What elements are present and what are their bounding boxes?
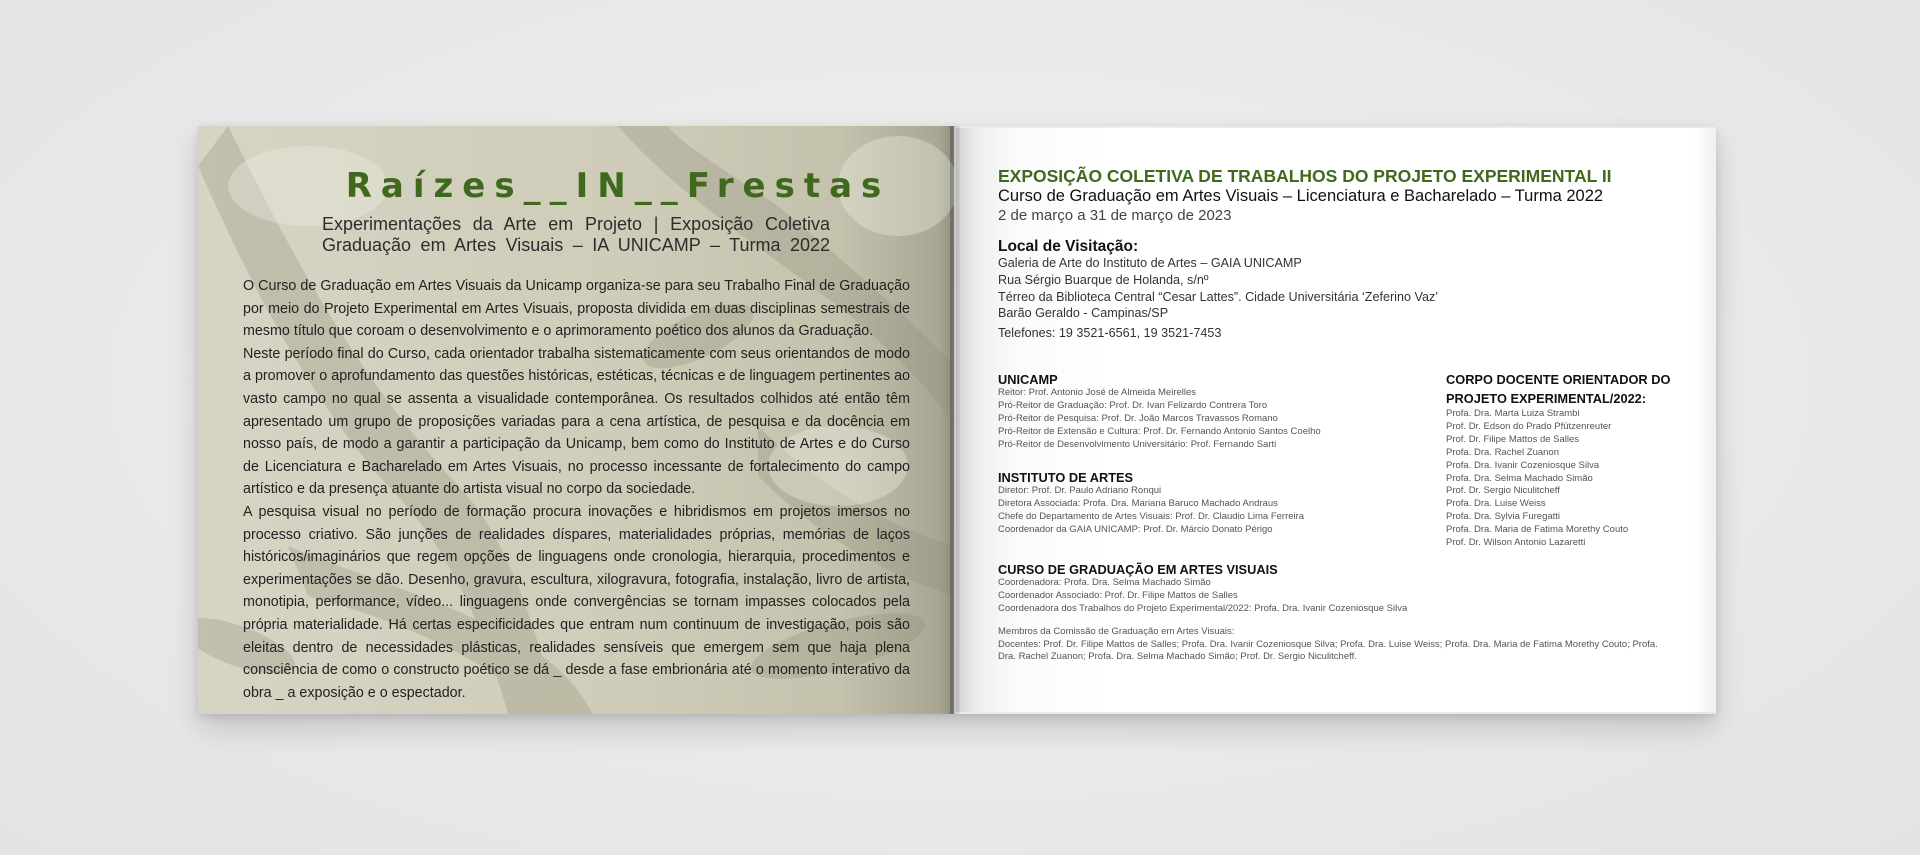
location-address (998, 255, 1438, 342)
teacher-line: Profa. Dra. Maria de Fatima Morethy Couto (1446, 524, 1629, 536)
credit-line: Coordenadora: Profa. Dra. Selma Machado Simão (998, 577, 1211, 588)
credit-line: Coordenadora dos Trabalhos do Projeto Experimental/2022: Profa. Dra. Ivanir Cozeniosque Silva (998, 602, 1408, 614)
credit-line: Pró-Reitor de Pesquisa: Prof. Dr. João Marcos Travassos Romano (998, 412, 1278, 424)
credit-line: Chefe do Departamento de Artes Visuais: Prof. Dr. Claudio Lima Ferreira (998, 510, 1305, 522)
section-lines (998, 387, 1321, 452)
address-line: Galeria de Arte do Instituto de Artes – GAIA UNICAMP (998, 256, 1302, 270)
credit-line: Pró-Reitor de Graduação: Prof. Dr. Ivan Felizardo Contrera Toro (998, 399, 1268, 411)
right-page (956, 128, 1716, 712)
teacher-line: Prof. Dr. Edson do Prado Pfützenreuter (1446, 420, 1612, 432)
address-line: Rua Sérgio Buarque de Holanda, s/nº (998, 272, 1209, 287)
location-heading: Local de Visitação: (998, 238, 1139, 255)
teacher-line: Profa. Dra. Selma Machado Simão (1446, 472, 1593, 484)
comissao-members: Docentes: Prof. Dr. Filipe Mattos de Salles; Profa. Dra. Ivanir Cozeniosque Silva; Profa. Dra. Luise Weiss; Profa. Dra. Maria de Fatima Morethy Couto; Profa. Dra. Rachel Zuanon; Profa. Dra. Selma Machado Simão; Prof. Dr. Sergio Niculitcheff. (998, 638, 1658, 663)
section-heading: INSTITUTO DE ARTES (998, 470, 1134, 485)
subtitle-line: Experimentações da Arte em Projeto | Exposição Coletiva (322, 214, 830, 234)
unicamp-section (998, 372, 1321, 452)
paragraph: A pesquisa visual no período de formação procura inovações e hibridismos em projetos imersos no processo criativo. São junções de realidades díspares, materialidades próprias, memórias de laços históricos/imaginários que regem opções de linguagens onde cronologia, hierarquia, procedimentos e experimentações se dão. Desenho, gravura, escultura, xilogravura, fotografia, instalação, livro de artista, monotipia, performance, vídeo... linguagens onde convergências se tornam impasses colocados pela própria materialidade. Há certas especificidades que entram num continuum de investigação, pois são eleitas dentro de necessidades plásticas, realidades sensíveis que emergem sem que haja plena consciência de como o constructo poético se dá _ desde a fase embrionária até o momento interativo da obra _ a exposição e o espectador. (243, 503, 910, 701)
credit-line: Coordenador Associado: Prof. Dr. Filipe Mattos de Salles (998, 589, 1238, 601)
section-heading: CURSO DE GRADUAÇÃO EM ARTES VISUAIS (998, 562, 1278, 577)
comissao-section (998, 626, 1678, 664)
exhibition-name-title: Raízes__IN__Frestas (345, 166, 891, 206)
section-lines (998, 577, 1407, 616)
subtitle (322, 214, 830, 256)
phone-numbers: Telefones: 19 3521-6561, 19 3521-7453 (998, 326, 1222, 341)
open-brochure (198, 126, 1716, 714)
exhibition-dates: 2 de março a 31 de março de 2023 (998, 207, 1232, 224)
credit-line: Pró-Reitor de Extensão e Cultura: Prof. Dr. Fernando Antonio Santos Coelho (998, 425, 1321, 437)
credit-line: Reitor: Prof. Antonio José de Almeida Meirelles (998, 387, 1197, 398)
instituto-section (998, 470, 1304, 537)
paragraph: Neste período final do Curso, cada orientador trabalha sistematicamente com seus orientandos de modo a promover o aprofundamento das questões históricas, estéticas, técnicas e de linguagem pertinentes ao vasto campo no qual se assenta a visualidade contemporânea. Os resultados colhidos até então têm apresentado um grupo de proposições variadas para a cena artística, de pesquisa e da docência em nosso país, de modo a garantir a participação da Unicamp, bem como do Instituto de Artes e do Curso de Licenciatura e Bacharelado em Artes Visuais, no processo incessante de fortalecimento do campo artístico e da presença atuante do artista visual no corpo da sociedade. (243, 345, 910, 498)
credit-line: Pró-Reitor de Desenvolvimento Universitário: Prof. Fernando Sarti (998, 438, 1277, 450)
teacher-line: Profa. Dra. Rachel Zuanon (1446, 446, 1560, 458)
paragraph: O Curso de Graduação em Artes Visuais da Unicamp organiza-se para seu Trabalho Final de Graduação por meio do Projeto Experimental em Artes Visuais, proposta dividida em duas disciplinas semestrais de mesmo título que coroam o desenvolvimento e o aprimoramento poético dos alunos da Graduação. (243, 278, 910, 340)
subtitle-line: Graduação em Artes Visuais – IA UNICAMP – Turma 2022 (322, 235, 830, 255)
credit-line: Diretora Associada: Profa. Dra. Mariana Baruco Machado Andraus (998, 497, 1278, 509)
presentation-text (243, 275, 910, 704)
corpo-docente-section (1446, 370, 1670, 550)
teacher-line: Profa. Dra. Sylvia Furegatti (1446, 511, 1561, 523)
credit-line: Diretor: Prof. Dr. Paulo Adriano Ronqui (998, 485, 1162, 496)
curso-section (998, 562, 1407, 616)
section-lines (998, 485, 1304, 537)
section-heading: UNICAMP (998, 372, 1058, 387)
section-heading-line: PROJETO EXPERIMENTAL/2022: (1446, 391, 1647, 406)
brochure-spine (950, 126, 960, 714)
course-line: Curso de Graduação em Artes Visuais – Licenciatura e Bacharelado – Turma 2022 (998, 187, 1604, 205)
teacher-line: Prof. Dr. Wilson Antonio Lazaretti (1446, 537, 1586, 549)
teacher-line: Prof. Dr. Filipe Mattos de Salles (1446, 433, 1580, 445)
teacher-line: Prof. Dr. Sergio Niculitcheff (1446, 485, 1560, 497)
section-lines (1446, 408, 1670, 550)
left-page (198, 126, 954, 714)
credit-line: Coordenador da GAIA UNICAMP: Prof. Dr. Márcio Donato Périgo (998, 523, 1273, 535)
exhibition-title: EXPOSIÇÃO COLETIVA DE TRABALHOS DO PROJETO EXPERIMENTAL II (998, 166, 1612, 186)
teacher-line: Profa. Dra. Marta Luiza Strambi (1446, 408, 1580, 419)
address-line: Térreo da Biblioteca Central “Cesar Lattes”. Cidade Universitária ‘Zeferino Vaz’ (998, 289, 1439, 304)
teacher-line: Profa. Dra. Ivanir Cozeniosque Silva (1446, 459, 1600, 471)
comissao-heading: Membros da Comissão de Graduação em Artes Visuais: (998, 626, 1235, 637)
section-heading-line: CORPO DOCENTE ORIENTADOR DO (1446, 372, 1671, 387)
teacher-line: Profa. Dra. Luise Weiss (1446, 498, 1546, 510)
address-line: Barão Geraldo - Campinas/SP (998, 306, 1169, 321)
